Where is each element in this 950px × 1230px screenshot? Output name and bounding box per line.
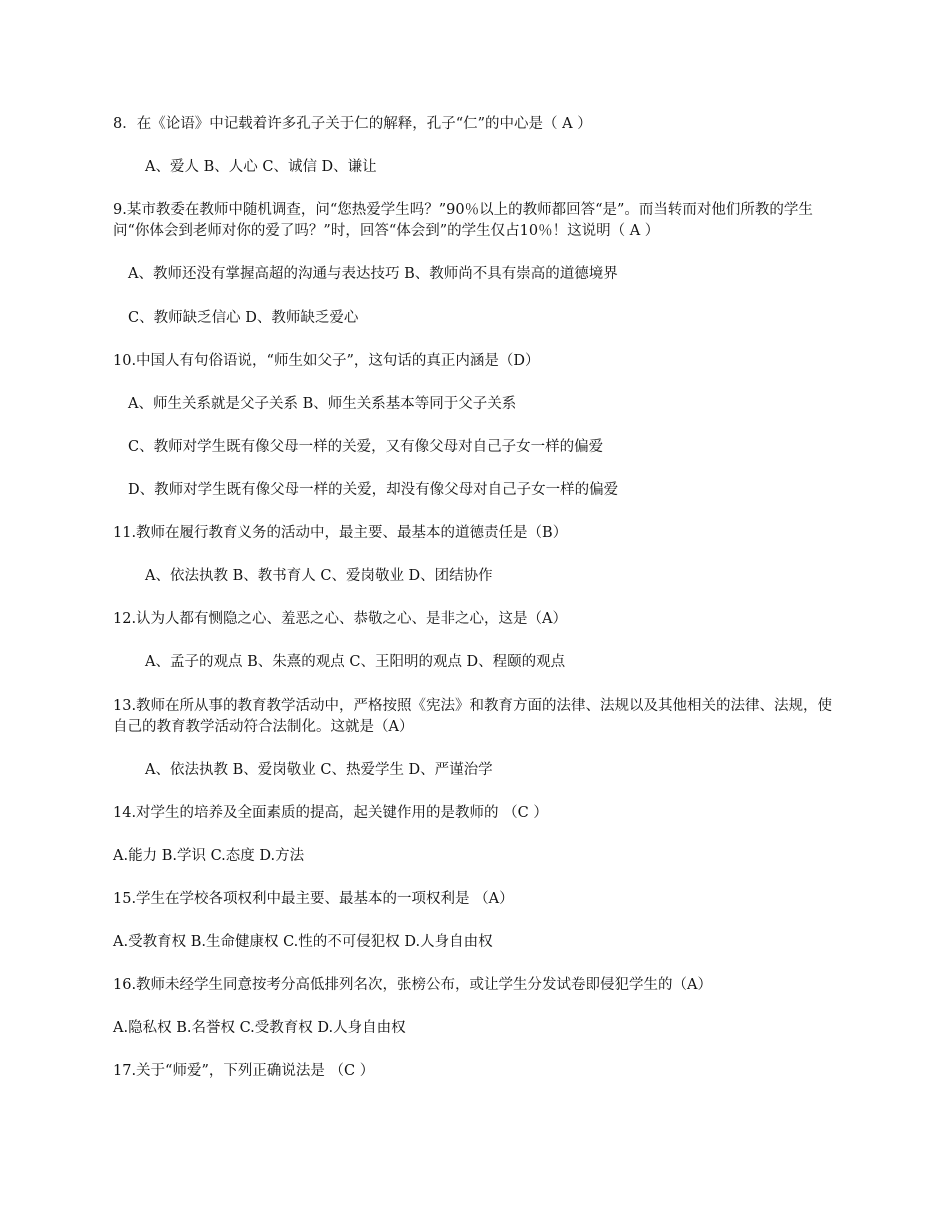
question-8: 8．在《论语》中记载着许多孔子关于仁的解释，孔子“仁”的中心是（ A ） [113,116,592,132]
question-11: 11.教师在履行教育义务的活动中，最主要、最基本的道德责任是（B） [113,525,568,541]
question-12: 12.认为人都有恻隐之心、羞恶之心、恭敬之心、是非之心，这是（A） [113,611,568,627]
question-9: 9.某市教委在教师中随机调查，问“您热爱学生吗？”90％以上的教师都回答“是”。而当转而对他们所教的学生问“你体会到老师对你的爱了吗？”时，回答“体会到”的学生仅占10％！这说明（ A ） [113,202,813,239]
question-16-options: A.隐私权 B.名誉权 C.受教育权 D.人身自由权 [113,1020,406,1036]
question-12-options: A、孟子的观点 B、朱熹的观点 C、王阳明的观点 D、程颐的观点 [145,654,566,670]
question-10-option-c: C、教师对学生既有像父母一样的关爱，又有像父母对自己子女一样的偏爱 [128,439,604,455]
question-9-options-ab: A、教师还没有掌握高超的沟通与表达技巧 B、教师尚不具有崇高的道德境界 [128,266,618,282]
question-10: 10.中国人有句俗语说，“师生如父子”，这句话的真正内涵是（D） [113,353,540,369]
question-11-options: A、依法执教 B、教书育人 C、爱岗敬业 D、团结协作 [145,568,493,584]
question-14-options: A.能力 B.学识 C.态度 D.方法 [113,848,305,864]
question-10-options-ab: A、师生关系就是父子关系 B、师生关系基本等同于父子关系 [128,396,517,412]
question-8-options: A、爱人 B、人心 C、诚信 D、谦让 [145,159,377,175]
question-9-options-cd: C、教师缺乏信心 D、教师缺乏爱心 [128,310,359,326]
question-13: 13.教师在所从事的教育教学活动中，严格按照《宪法》和教育方面的法律、法规以及其他相关的法律、法规，使自己的教育教学活动符合法制化。这就是（A） [113,698,833,735]
question-10-option-d: D、教师对学生既有像父母一样的关爱，却没有像父母对自己子女一样的偏爱 [128,482,619,498]
question-17: 17.关于“师爱”，下列正确说法是 （C ） [113,1063,375,1079]
question-15-options: A.受教育权 B.生命健康权 C.性的不可侵犯权 D.人身自由权 [113,934,493,950]
question-15: 15.学生在学校各项权利中最主要、最基本的一项权利是 （A） [113,891,514,907]
question-14: 14.对学生的培养及全面素质的提高，起关键作用的是教师的 （C ） [113,805,548,821]
question-13-options: A、依法执教 B、爱岗敬业 C、热爱学生 D、严谨治学 [145,762,493,778]
question-16: 16.教师未经学生同意按考分高低排列名次，张榜公布，或让学生分发试卷即侵犯学生的（A） [113,977,713,993]
